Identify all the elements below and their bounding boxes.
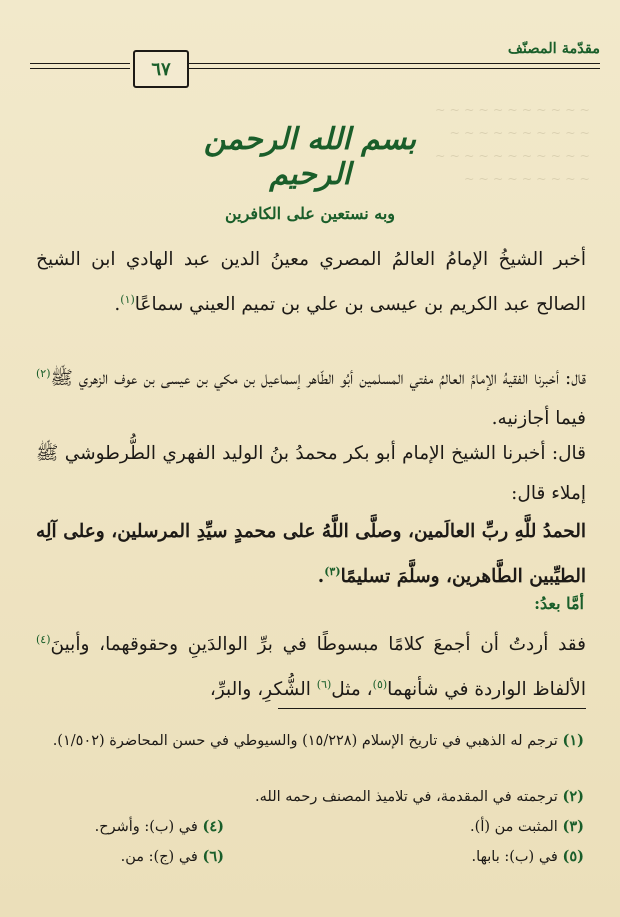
footnote-number: (٥): [562, 848, 584, 865]
amma-baad-heading: أمَّا بعدُ:: [534, 594, 584, 613]
footnote-ref-6: (٦): [316, 678, 332, 692]
paragraph-text: ، مثل: [331, 679, 373, 701]
footnote-text: المثبت من (أ).: [470, 819, 558, 835]
footnote-text: ترجم له الذهبي في تاريخ الإسلام (١٥/٢٢٨) والسيوطي في حسن المحاضرة (١/٥٠٢).: [52, 733, 558, 749]
paragraph-isnad-2: [36, 354, 586, 439]
footnote-number: (٣): [562, 818, 584, 835]
footnote-ref-3: (٣): [324, 565, 341, 578]
header-rule-right: [188, 63, 600, 64]
page-header: [22, 40, 602, 88]
footnote-divider: [278, 708, 586, 709]
paragraph-end: .: [317, 566, 325, 588]
footnote-2: [255, 784, 584, 810]
footnote-4: [95, 814, 224, 840]
paragraph-isnad-1: [36, 240, 586, 325]
footnote-6: [121, 844, 224, 870]
header-rule-left-thin: [30, 68, 130, 69]
paragraph-text: الحمدُ للَّهِ ربِّ العالَمين، وصلَّى اللَّهُ على محمدٍ سيِّدِ المرسلين، وعلى آلِه الطيِّبين الطَّاهرين، وسلَّمَ تسليمًا: [36, 521, 586, 588]
bleed-through-text: ~ ~ ~ ~ ~ ~ ~ ~ ~ ~ ~ ~ ~ ~ ~ ~ ~ ~ ~ ~ ~ ~ ~ ~ ~ ~ ~ ~ ~ ~ ~ ~ ~ ~ ~ ~ ~ ~ ~ ~ ~: [435, 102, 590, 186]
footnote-ref-2: (٢): [36, 367, 51, 380]
footnote-ref-1: (١): [120, 293, 135, 306]
paragraph-end: .: [114, 294, 121, 316]
footnote-5: [472, 844, 584, 870]
footnote-text: في (ج): من.: [120, 849, 198, 865]
paragraph-isnad-3: قال: أخبرنا الشيخ الإمام أبو بكر محمدُ بنُ الوليد الفهري الطُّرطوشي ﷺ إملاء قال:: [36, 443, 586, 504]
paragraph-text: قال: أخبرنا الفقيهُ الإمامُ العالمُ مفتي المسلمين أبُو الطّاهر إسماعيل بن مكي بن عيسى بن عوف الزهري ﷺ: [50, 368, 586, 390]
paragraph-text: فقد أردتُ أن أجمعَ كلامًا مبسوطًا في برِّ الوالدَينِ وحقوقهما، وأبينَ: [50, 634, 586, 656]
page-number: ٦٧: [151, 58, 171, 80]
header-rule-right-thin: [188, 68, 600, 69]
basmala-calligraphy: بسم الله الرحمن الرحيم: [203, 122, 417, 192]
footnote-1: [34, 728, 584, 754]
page-number-box: [133, 50, 189, 88]
invocation-line: وبه نستعين على الكافرين: [224, 204, 396, 223]
footnote-number: (٦): [202, 848, 224, 865]
footnote-text: ترجمته في المقدمة، في تلاميذ المصنف رحمه الله.: [255, 789, 558, 805]
footnote-text: في (ب): وأشرح.: [94, 819, 198, 835]
footnote-number: (٤): [202, 818, 224, 835]
footnote-3: [470, 814, 584, 840]
paragraph-text: أخبر الشيخُ الإمامُ العالمُ المصري معينُ الدين عبد الهادي ابن الشيخ الصالح عبد الكريم بن عيسى بن علي بن تميم العيني سماعًا: [36, 249, 586, 316]
footnote-ref-5: (٥): [372, 678, 388, 692]
footnote-ref-4: (٤): [36, 633, 51, 646]
paragraph-text-end: فيما أجازنيه.: [491, 408, 586, 430]
paragraph-praise: [36, 512, 586, 597]
header-rule-left: [30, 63, 130, 64]
footnote-number: (١): [562, 732, 584, 749]
footnote-number: (٢): [562, 788, 584, 805]
footnote-text: في (ب): بابها.: [471, 849, 558, 865]
paragraph-intro: [36, 620, 586, 710]
paragraph-text: الشُّكرِ، والبرِّ،: [209, 679, 311, 701]
paragraph-text: الألفاظ الواردة في شأنهما: [387, 679, 586, 701]
running-title: مقدّمة المصنّف: [507, 40, 600, 57]
